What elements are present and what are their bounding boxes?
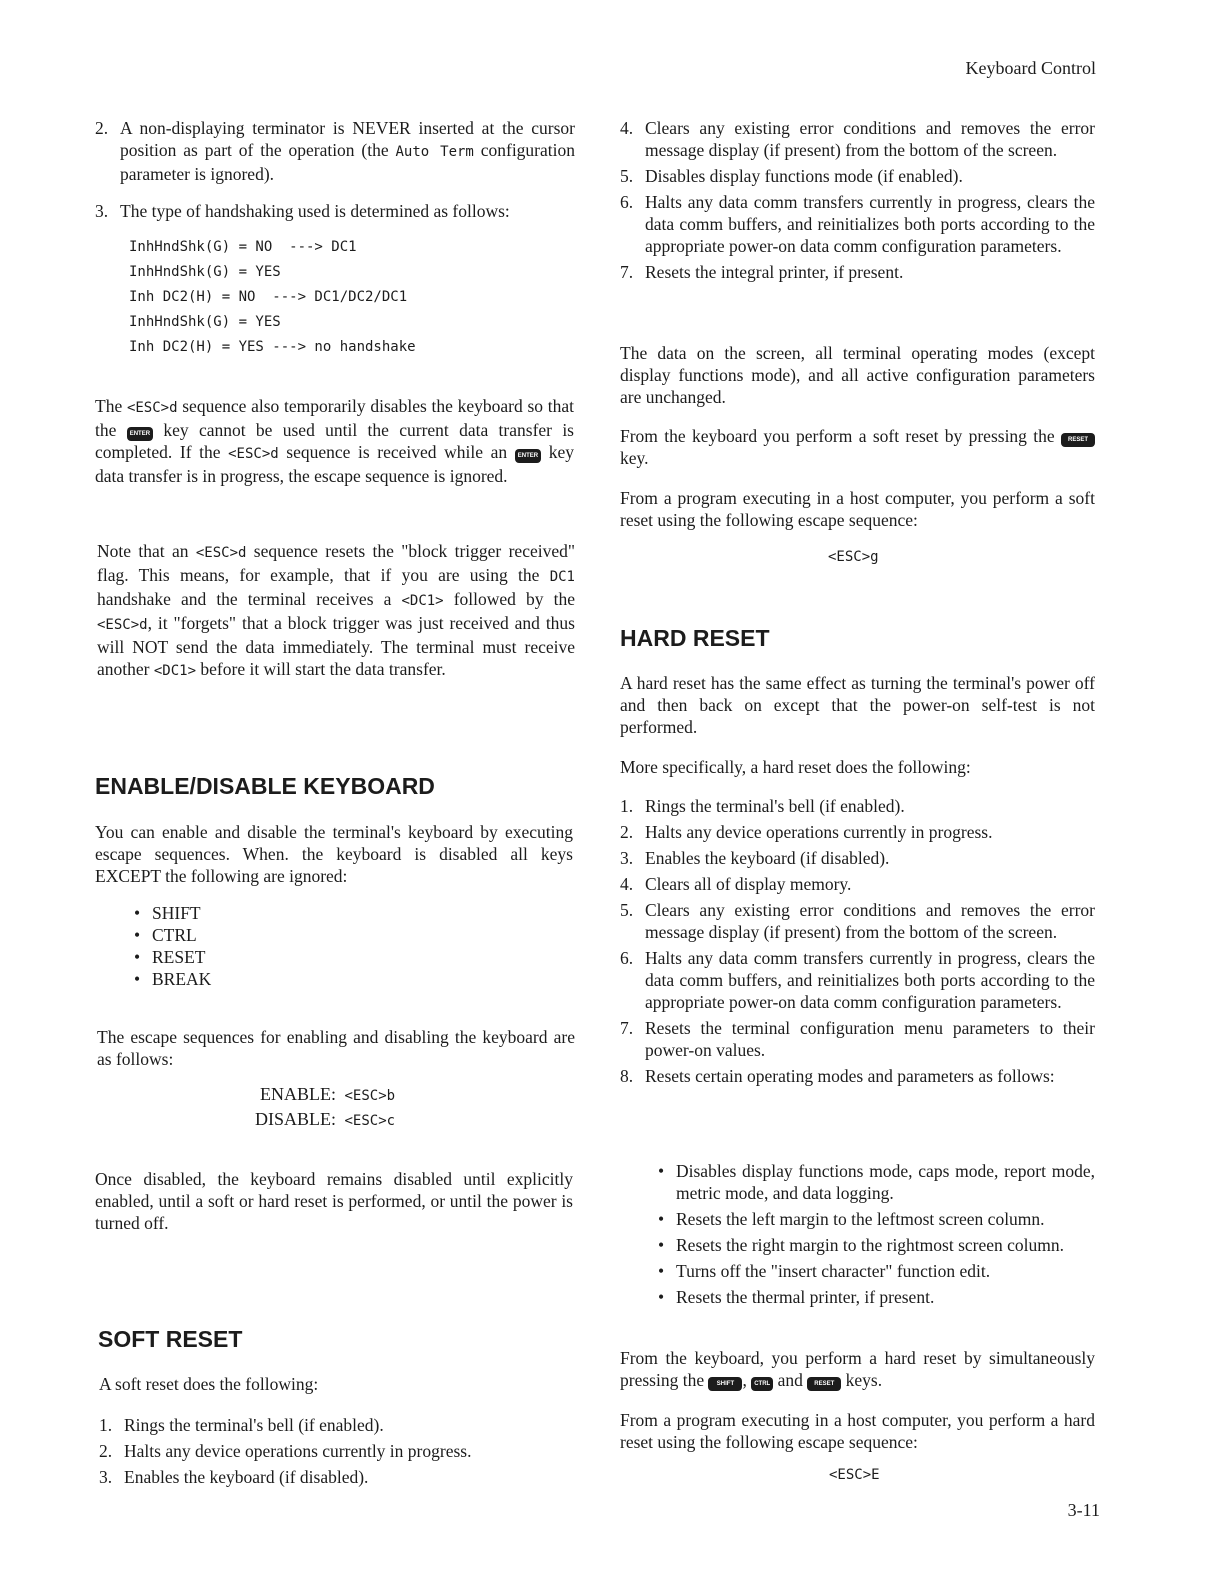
soft-reset-list-right: [620, 117, 1095, 283]
enable-sequence-row: ENABLE: <ESC>b: [260, 1084, 396, 1104]
list-item: 5. Clears any existing error conditions and removes the error message display (if present) from the bottom of the screen.: [620, 900, 1095, 942]
list-item: • CTRL: [134, 925, 197, 945]
list-item: • Resets the right margin to the rightmost screen column.: [658, 1235, 1065, 1255]
list-item: 6. Halts any data comm transfers currently in progress, clears the data comm buffers, and reinitializes both ports according to the appropriate power-on data comm configuration parameters.: [620, 192, 1095, 256]
soft-reset-heading: SOFT RESET: [98, 1326, 243, 1352]
list-item: 6. Halts any data comm transfers currently in progress, clears the data comm buffers, and reinitializes both ports according to the appropriate power-on data comm configuration parameters.: [620, 948, 1095, 1012]
list-item: 4. Clears all of display memory.: [620, 874, 852, 894]
soft-keyboard-paragraph: From the keyboard you perform a soft reset by pressing the RESET key.: [620, 425, 1095, 469]
left-item-3: 3. The type of handshaking used is determined as follows:: [95, 201, 510, 221]
enter-key-icon: ENTER: [515, 449, 541, 463]
handshake-line: InhHndShk(G) = YES: [129, 264, 281, 280]
hard-reset-heading: HARD RESET: [620, 625, 770, 651]
once-disabled-paragraph: Once disabled, the keyboard remains disabled until explicitly enabled, until a soft or hard reset is performed, or until the power is turned off.: [95, 1169, 573, 1233]
list-item: 3. Enables the keyboard (if disabled).: [99, 1467, 369, 1487]
reset-key-icon: RESET: [1061, 433, 1095, 447]
item-number: 3.: [95, 201, 109, 221]
ctrl-key-icon: CTRL: [751, 1377, 773, 1391]
shift-key-icon: SHIFT: [708, 1377, 742, 1391]
handshake-line: Inh DC2(H) = YES ---> no handshake: [129, 339, 416, 355]
hard-program-paragraph: From a program executing in a host computer, you perform a hard reset using the following escape sequence:: [620, 1410, 1095, 1452]
sequence-intro: The escape sequences for enabling and disabling the keyboard are as follows:: [97, 1027, 575, 1069]
list-item: • Resets the thermal printer, if present.: [658, 1287, 935, 1307]
handshake-line: InhHndShk(G) = YES: [129, 314, 281, 330]
hard-reset-list: [620, 795, 1095, 1087]
list-item: • Disables display functions mode, caps mode, report mode, metric mode, and data logging.: [658, 1161, 1095, 1203]
list-item: 2. Halts any device operations currently in progress.: [99, 1441, 472, 1461]
page-header-title: Keyboard Control: [965, 58, 1096, 78]
hard-keyboard-paragraph: From the keyboard, you perform a hard reset by simultaneously pressing the SHIFT , CTRL and RESET keys.: [620, 1348, 1095, 1390]
hard-reset-sequence: <ESC>E: [829, 1467, 880, 1483]
soft-reset-list-left: [99, 1412, 577, 1490]
hard-intro-paragraph: A hard reset has the same effect as turning the terminal's power off and then back on except that the power-on self-test is not performed.: [620, 673, 1095, 737]
item-number: 2.: [95, 118, 109, 138]
hard-more-paragraph: More specifically, a hard reset does the following:: [620, 757, 971, 777]
paragraph-esc-d: The <ESC>d sequence also temporarily disables the keyboard so that the ENTER key cannot be used until the current data transfer is completed. If the <ESC>d sequence is received while an ENTER key data transfer is in progress, the escape sequence is ignored.: [95, 396, 574, 486]
paragraph-note: Note that an <ESC>d sequence resets the "block trigger received" flag. This means, for example, that if you are using the DC1 handshake and the terminal receives a <DC1> followed by the <ESC>d, it "forgets" that a block trigger was just received and thus will NOT send the data immediately. The terminal must receive another <DC1> before it will start the data transfer.: [97, 541, 575, 679]
enable-paragraph: You can enable and disable the terminal's keyboard by executing escape sequences. When. the keyboard is disabled all keys EXCEPT the following are ignored:: [95, 822, 573, 886]
list-item: • Turns off the "insert character" function edit.: [658, 1261, 991, 1281]
soft-reset-intro: A soft reset does the following:: [99, 1374, 319, 1394]
list-item: • RESET: [134, 947, 206, 967]
handshake-line: InhHndShk(G) = NO ---> DC1: [129, 239, 357, 255]
left-item-2: 2. A non-displaying terminator is NEVER inserted at the cursor position as part of the operation (the Auto Term configuration parameter is ignored).: [95, 118, 576, 184]
list-item: 3. Enables the keyboard (if disabled).: [620, 848, 890, 868]
list-item: 4. Clears any existing error conditions and removes the error message display (if present) from the bottom of the screen.: [620, 118, 1095, 160]
enter-key-icon: ENTER: [127, 427, 153, 441]
list-item: • Resets the left margin to the leftmost screen column.: [658, 1209, 1045, 1229]
handshake-line: Inh DC2(H) = NO ---> DC1/DC2/DC1: [129, 289, 408, 305]
soft-reset-sequence: <ESC>g: [828, 549, 879, 565]
list-item: 1. Rings the terminal's bell (if enabled).: [620, 796, 905, 816]
enable-disable-heading: ENABLE/DISABLE KEYBOARD: [95, 773, 435, 799]
list-item: 5. Disables display functions mode (if enabled).: [620, 166, 963, 186]
disable-sequence-row: DISABLE: <ESC>c: [255, 1109, 396, 1129]
list-item: 7. Resets the integral printer, if present.: [620, 262, 904, 282]
list-item: 7. Resets the terminal configuration menu parameters to their power-on values.: [620, 1018, 1095, 1060]
soft-unchanged-paragraph: The data on the screen, all terminal operating modes (except display functions mode), and all active configuration parameters are unchanged.: [620, 343, 1095, 407]
list-item: • BREAK: [134, 969, 212, 989]
soft-program-paragraph: From a program executing in a host computer, you perform a soft reset using the following escape sequence:: [620, 488, 1095, 530]
reset-key-icon: RESET: [807, 1377, 841, 1391]
list-item: • SHIFT: [134, 903, 201, 923]
page-number: 3-11: [1067, 1500, 1100, 1520]
handshake-code-block: [129, 235, 416, 360]
list-item: 2. Halts any device operations currently in progress.: [620, 822, 993, 842]
list-item: 8. Resets certain operating modes and parameters as follows:: [620, 1066, 1055, 1086]
list-item: 1. Rings the terminal's bell (if enabled).: [99, 1415, 384, 1435]
enabled-keys-list: [130, 902, 330, 990]
hard-reset-bullets: [654, 1160, 1095, 1308]
